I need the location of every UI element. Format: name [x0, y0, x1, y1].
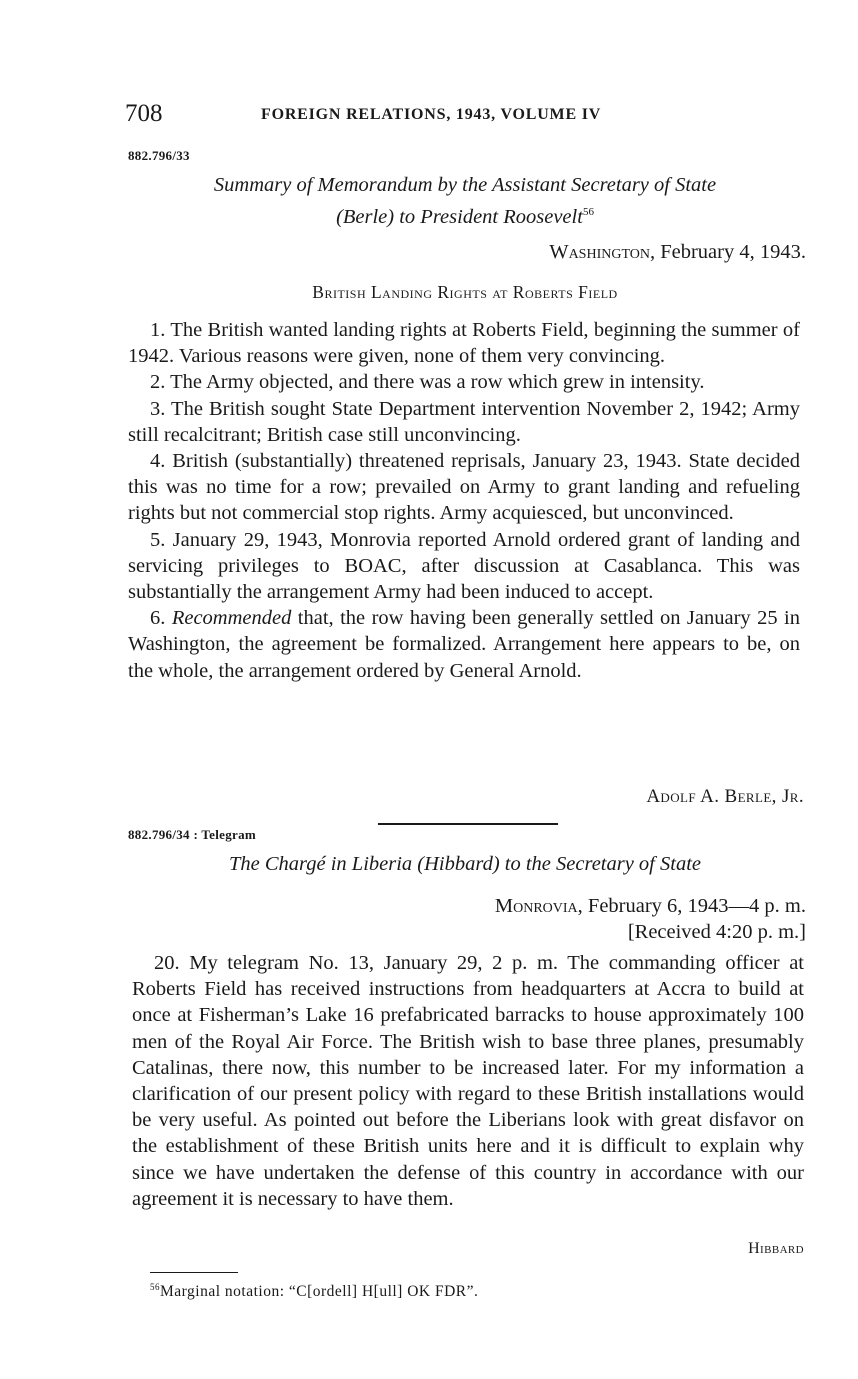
- paragraph: 4. British (substantially) threatened reprisals, January 23, 1943. State decided this was no time for a row; prevailed on Army to grant landing and refueling rights but not commercial stop rights. Army acquiesced, but unconvinced.: [128, 450, 800, 525]
- dateline-date: , February 4, 1943.: [649, 241, 806, 263]
- file-number-text: 882.796/34: [128, 827, 190, 842]
- document-title-line: Summary of Memorandum by the Assistant Secretary of State: [213, 174, 717, 196]
- document-title-text: (Berle) to President Roosevelt: [336, 205, 583, 228]
- signature: Adolf A. Berle, Jr.: [646, 786, 804, 807]
- file-number: 882.796/33: [128, 148, 190, 163]
- paragraph: 2. The Army objected, and there was a row which grew in intensity.: [150, 371, 705, 394]
- section-heading: British Landing Rights at Roberts Field: [312, 282, 618, 302]
- dateline-city: Monrovia: [494, 895, 578, 917]
- footnote-reference: 56: [582, 206, 594, 218]
- footnote-text: Marginal notation: “C[ordell] H[ull] OK FDR”.: [160, 1283, 479, 1301]
- received-time: [Received 4:20 p. m.]: [627, 921, 806, 943]
- paragraph-text: that, the row having been generally settled on January 25 in Washington, the agreement be formalized. Arrangement here appears to be, on the whole, the arrangement ordered by General Arnold.: [128, 607, 801, 682]
- footnote: [150, 1282, 478, 1301]
- document-title: [125, 172, 805, 231]
- file-type: : Telegram: [193, 827, 257, 842]
- paragraph-number: 6.: [150, 607, 166, 630]
- dateline-date: , February 6, 1943—4 p. m.: [577, 895, 806, 917]
- dateline-city: Washington: [549, 241, 650, 263]
- dateline: [549, 239, 806, 265]
- paragraph: 5. January 29, 1943, Monrovia reported Arnold ordered grant of landing and servicing privileges to BOAC, after discussion at Casablanca. This was substantially the arrangement Army had been induced to accept.: [128, 528, 800, 604]
- running-title: FOREIGN RELATIONS, 1943, VOLUME IV: [261, 106, 602, 123]
- document-title: The Chargé in Liberia (Hibbard) to the Secretary of State: [228, 853, 701, 875]
- dateline: [495, 893, 806, 919]
- signature: Hibbard: [748, 1240, 804, 1257]
- divider-rule: [378, 823, 558, 825]
- page-number: 708: [125, 100, 163, 127]
- footnote-number: 56: [150, 1282, 160, 1292]
- page-header: [125, 100, 805, 130]
- telegram-body: [132, 950, 804, 1212]
- paragraph: 1. The British wanted landing rights at Roberts Field, beginning the summer of 1942. Various reasons were given, none of them very convincing.: [128, 319, 800, 368]
- paragraph: [128, 605, 800, 684]
- emphasis: Recommended: [171, 607, 292, 630]
- file-number: [128, 827, 256, 843]
- paragraph: 20. My telegram No. 13, January 29, 2 p. m. The commanding officer at Roberts Field has received instructions from headquarters at Accra to build at once at Fisherman’s Lake 16 prefabricated barracks to house approximately 100 men of the Royal Air Force. The British wish to base three planes, presumably Catalinas, there now, this number to be increased later. For my information a clarification of our present policy with regard to these British installations would be very useful. As pointed out before the Liberians look with great disfavor on the establishment of these British units here and it is difficult to explain why since we have undertaken the defense of this country in accordance with our agreement it is necessary to have them.: [132, 952, 804, 1210]
- footnote-rule: [150, 1272, 238, 1273]
- paragraph: 3. The British sought State Department intervention November 2, 1942; Army still recalcitrant; British case still unconvincing.: [128, 397, 800, 446]
- memorandum-body: [128, 317, 800, 684]
- document-title-line: [125, 199, 805, 231]
